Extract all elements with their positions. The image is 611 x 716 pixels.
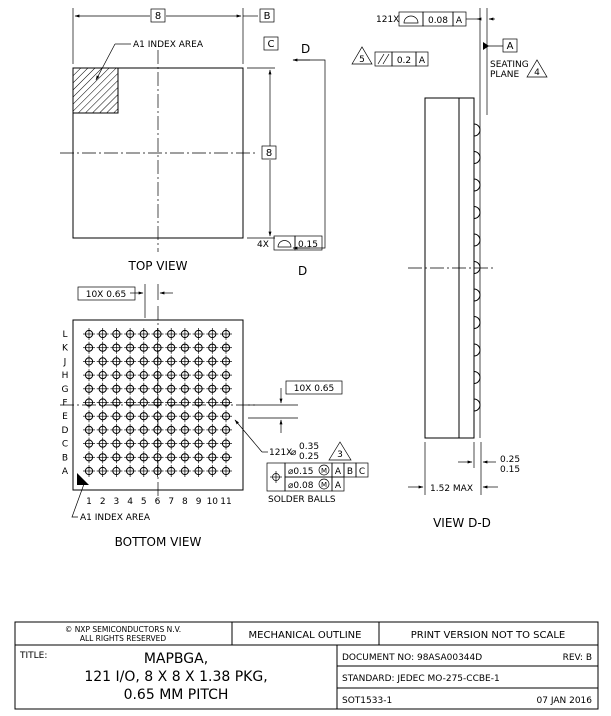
col-labels xyxy=(86,497,232,507)
solder-ball xyxy=(165,465,177,477)
datum-a-label: A xyxy=(506,41,514,52)
solder-ball xyxy=(165,424,177,436)
solder-ball xyxy=(138,465,150,477)
solder-ball xyxy=(83,328,95,340)
solder-ball xyxy=(138,355,150,367)
ball-dia-max: 0.35 xyxy=(299,442,320,452)
a1-index-hatch xyxy=(73,68,118,113)
a1-index-label-top: A1 INDEX AREA xyxy=(133,40,204,50)
view-dd-title: VIEW D-D xyxy=(433,516,491,530)
ball-count: 121X xyxy=(269,448,293,458)
row-label: G xyxy=(61,384,69,395)
solder-ball-profile xyxy=(474,262,480,274)
row-label: F xyxy=(62,398,68,409)
solder-ball xyxy=(83,397,95,409)
standoff-max: 0.25 xyxy=(500,455,521,465)
solder-ball xyxy=(138,328,150,340)
tol-1-datum-a: A xyxy=(334,467,342,477)
solder-ball-profile xyxy=(474,179,480,191)
solder-ball xyxy=(124,383,136,395)
profile-surface-icon xyxy=(278,241,291,248)
solder-ball xyxy=(179,342,191,354)
solder-ball xyxy=(193,383,205,395)
solder-ball xyxy=(152,438,164,450)
section-mark-top: D xyxy=(301,42,311,56)
solder-ball xyxy=(179,465,191,477)
standard: STANDARD: JEDEC MO-275-CCBE-1 xyxy=(342,674,500,684)
seating-plane-line2: PLANE xyxy=(490,70,520,80)
solder-ball xyxy=(165,342,177,354)
solder-ball xyxy=(138,397,150,409)
solder-ball xyxy=(220,355,232,367)
solder-ball xyxy=(110,438,122,450)
solder-ball xyxy=(138,424,150,436)
solder-ball xyxy=(152,465,164,477)
solder-ball xyxy=(165,397,177,409)
solder-ball xyxy=(220,451,232,463)
solder-ball xyxy=(206,383,218,395)
solder-ball xyxy=(165,328,177,340)
solder-ball-profile xyxy=(474,124,480,136)
col-label: 5 xyxy=(140,497,147,507)
seating-plane-line1: SEATING xyxy=(490,60,529,70)
solder-ball xyxy=(97,465,109,477)
solder-ball xyxy=(83,451,95,463)
solder-ball xyxy=(124,438,136,450)
solder-ball xyxy=(138,369,150,381)
solder-ball xyxy=(206,397,218,409)
solder-ball xyxy=(83,438,95,450)
solder-ball xyxy=(165,451,177,463)
coplanarity-value: 0.08 xyxy=(427,16,449,26)
issue-date: 07 JAN 2016 xyxy=(536,696,592,706)
datum-c-label: C xyxy=(267,39,275,50)
pitch-y-label: 10X 0.65 xyxy=(293,384,335,394)
tol-1-modifier: M xyxy=(320,467,328,475)
solder-balls-label: SOLDER BALLS xyxy=(268,495,336,505)
solder-ball xyxy=(97,424,109,436)
solder-ball-profile xyxy=(474,234,480,246)
row-label: C xyxy=(61,439,69,450)
solder-ball xyxy=(138,451,150,463)
solder-ball xyxy=(165,410,177,422)
row-label: B xyxy=(61,453,69,464)
solder-ball xyxy=(193,410,205,422)
top-view xyxy=(60,8,325,278)
solder-ball xyxy=(138,383,150,395)
solder-ball xyxy=(83,342,95,354)
parallelism-value: 0.2 xyxy=(396,56,412,66)
solder-ball xyxy=(152,328,164,340)
solder-ball xyxy=(179,438,191,450)
title-line1: MAPBGA, xyxy=(143,651,209,667)
tol-1-datum-b: B xyxy=(346,467,354,477)
tol-1-datum-c: C xyxy=(358,467,366,477)
col-label: 9 xyxy=(195,497,202,507)
solder-ball xyxy=(193,328,205,340)
col-label: 10 xyxy=(206,497,219,507)
parallelism-datum: A xyxy=(418,56,426,66)
col-label: 2 xyxy=(99,497,106,507)
solder-ball xyxy=(83,383,95,395)
solder-ball xyxy=(97,342,109,354)
solder-ball xyxy=(110,369,122,381)
top-view-title: TOP VIEW xyxy=(128,259,188,273)
title-line2: 121 I/O, 8 X 8 X 1.38 PKG, xyxy=(84,669,268,685)
row-labels xyxy=(62,330,70,477)
solder-ball xyxy=(193,369,205,381)
row-label: L xyxy=(62,330,68,340)
bottom-view-title: BOTTOM VIEW xyxy=(114,535,202,549)
solder-ball xyxy=(206,465,218,477)
tol-2-modifier: M xyxy=(320,481,328,489)
solder-ball xyxy=(165,355,177,367)
solder-ball xyxy=(124,369,136,381)
title-block xyxy=(15,622,598,709)
solder-ball xyxy=(220,410,232,422)
solder-ball xyxy=(97,438,109,450)
solder-ball-profile xyxy=(474,152,480,164)
solder-ball xyxy=(152,424,164,436)
bottom-view xyxy=(60,284,368,549)
solder-ball xyxy=(206,328,218,340)
side-view xyxy=(352,8,547,530)
col-label: 6 xyxy=(154,497,161,507)
solder-ball xyxy=(110,383,122,395)
solder-ball xyxy=(97,369,109,381)
solder-ball xyxy=(179,424,191,436)
solder-ball xyxy=(124,410,136,422)
solder-ball xyxy=(179,369,191,381)
copyright-line1: © NXP SEMICONDUCTORS N.V. xyxy=(64,625,182,634)
ball-grid xyxy=(83,328,232,477)
solder-ball xyxy=(124,397,136,409)
ball-dia-prefix: ⌀ xyxy=(291,448,297,458)
col-label: 7 xyxy=(168,497,175,507)
solder-ball xyxy=(193,342,205,354)
solder-ball xyxy=(220,438,232,450)
profile-surface-icon-2 xyxy=(404,16,418,23)
parallelism-icon xyxy=(378,54,384,64)
solder-ball xyxy=(110,410,122,422)
col-label: 8 xyxy=(182,497,188,507)
solder-ball xyxy=(220,369,232,381)
solder-ball xyxy=(220,424,232,436)
solder-ball xyxy=(220,383,232,395)
solder-ball xyxy=(206,451,218,463)
solder-ball xyxy=(193,465,205,477)
solder-ball xyxy=(206,355,218,367)
tol-2-value: ⌀0.08 xyxy=(288,481,314,491)
row-label: K xyxy=(62,343,68,354)
solder-ball-profile xyxy=(474,372,480,384)
solder-ball xyxy=(83,424,95,436)
solder-ball xyxy=(179,397,191,409)
solder-ball xyxy=(152,451,164,463)
solder-ball xyxy=(110,424,122,436)
row-label: A xyxy=(61,467,69,477)
solder-ball xyxy=(152,397,164,409)
solder-ball xyxy=(152,410,164,422)
solder-ball xyxy=(110,342,122,354)
row-label: E xyxy=(62,412,68,423)
row-label: D xyxy=(61,425,69,436)
datum-b-label: B xyxy=(263,11,271,22)
solder-ball xyxy=(138,410,150,422)
solder-ball xyxy=(220,328,232,340)
solder-ball xyxy=(138,438,150,450)
a1-index-label-bottom: A1 INDEX AREA xyxy=(80,513,151,523)
solder-ball xyxy=(152,342,164,354)
solder-ball xyxy=(206,410,218,422)
tol-1-value: ⌀0.15 xyxy=(288,467,314,477)
note-3-number: 3 xyxy=(337,450,343,460)
solder-ball xyxy=(179,383,191,395)
solder-ball xyxy=(179,451,191,463)
coplanarity-datum: A xyxy=(455,16,463,26)
solder-ball xyxy=(83,355,95,367)
solder-ball xyxy=(110,328,122,340)
note-4-number: 4 xyxy=(534,68,540,78)
solder-ball xyxy=(83,369,95,381)
solder-ball xyxy=(97,355,109,367)
col-label: 3 xyxy=(113,497,120,507)
solder-ball xyxy=(179,355,191,367)
solder-ball xyxy=(193,424,205,436)
solder-ball xyxy=(97,328,109,340)
row-label: H xyxy=(61,371,69,382)
solder-ball xyxy=(110,355,122,367)
solder-ball xyxy=(206,438,218,450)
solder-ball xyxy=(124,328,136,340)
solder-ball xyxy=(193,355,205,367)
solder-ball xyxy=(124,342,136,354)
standoff-min: 0.15 xyxy=(500,465,521,475)
solder-ball-profile xyxy=(474,289,480,301)
solder-ball xyxy=(206,342,218,354)
copyright-line2: ALL RIGHTS RESERVED xyxy=(79,634,167,643)
max-height-label: 1.52 MAX xyxy=(430,484,473,494)
solder-ball xyxy=(152,355,164,367)
document-number: DOCUMENT NO: 98ASA00344D xyxy=(342,653,483,663)
height-dim-text: 8 xyxy=(265,148,273,159)
solder-ball xyxy=(179,328,191,340)
flatness-count: 4X xyxy=(257,240,269,250)
solder-ball xyxy=(97,451,109,463)
width-dim-text: 8 xyxy=(154,11,162,22)
pitch-x-label: 10X 0.65 xyxy=(85,290,127,300)
solder-ball xyxy=(110,451,122,463)
solder-ball xyxy=(220,465,232,477)
outline-label: MECHANICAL OUTLINE xyxy=(248,630,362,641)
solder-ball-profile xyxy=(474,399,480,411)
col-label: 11 xyxy=(220,497,232,507)
flatness-value: 0.15 xyxy=(297,240,319,250)
row-label: J xyxy=(63,357,67,368)
solder-ball xyxy=(152,383,164,395)
solder-ball xyxy=(193,438,205,450)
solder-ball xyxy=(165,383,177,395)
revision: REV: B xyxy=(562,653,592,663)
solder-ball xyxy=(110,465,122,477)
solder-ball xyxy=(97,383,109,395)
col-label: 4 xyxy=(127,497,133,507)
solder-ball-profile xyxy=(474,317,480,329)
solder-ball xyxy=(110,397,122,409)
solder-ball xyxy=(124,355,136,367)
solder-ball xyxy=(124,424,136,436)
solder-ball xyxy=(206,424,218,436)
solder-ball xyxy=(193,397,205,409)
sot-number: SOT1533-1 xyxy=(342,696,393,706)
ball-dia-min: 0.25 xyxy=(299,452,320,462)
solder-ball xyxy=(124,465,136,477)
title-line3: 0.65 MM PITCH xyxy=(123,687,229,703)
solder-ball xyxy=(83,465,95,477)
solder-ball-profiles xyxy=(474,124,480,411)
solder-ball xyxy=(165,369,177,381)
solder-ball-profile xyxy=(474,344,480,356)
solder-ball xyxy=(97,397,109,409)
solder-ball xyxy=(220,397,232,409)
coplanarity-count: 121X xyxy=(376,15,400,25)
col-label: 1 xyxy=(86,497,92,507)
solder-ball xyxy=(124,451,136,463)
a1-corner-mark xyxy=(77,473,89,485)
tol-2-datum: A xyxy=(334,481,342,491)
print-label: PRINT VERSION NOT TO SCALE xyxy=(410,630,566,641)
solder-ball xyxy=(138,342,150,354)
title-label: TITLE: xyxy=(20,651,48,661)
solder-ball xyxy=(220,342,232,354)
solder-ball xyxy=(97,410,109,422)
solder-ball xyxy=(193,451,205,463)
solder-ball xyxy=(206,369,218,381)
solder-ball xyxy=(83,410,95,422)
solder-ball xyxy=(179,410,191,422)
solder-ball-profile xyxy=(474,207,480,219)
solder-ball xyxy=(152,369,164,381)
note-5-number: 5 xyxy=(359,55,365,65)
solder-ball xyxy=(165,438,177,450)
section-mark-bottom: D xyxy=(298,264,308,278)
